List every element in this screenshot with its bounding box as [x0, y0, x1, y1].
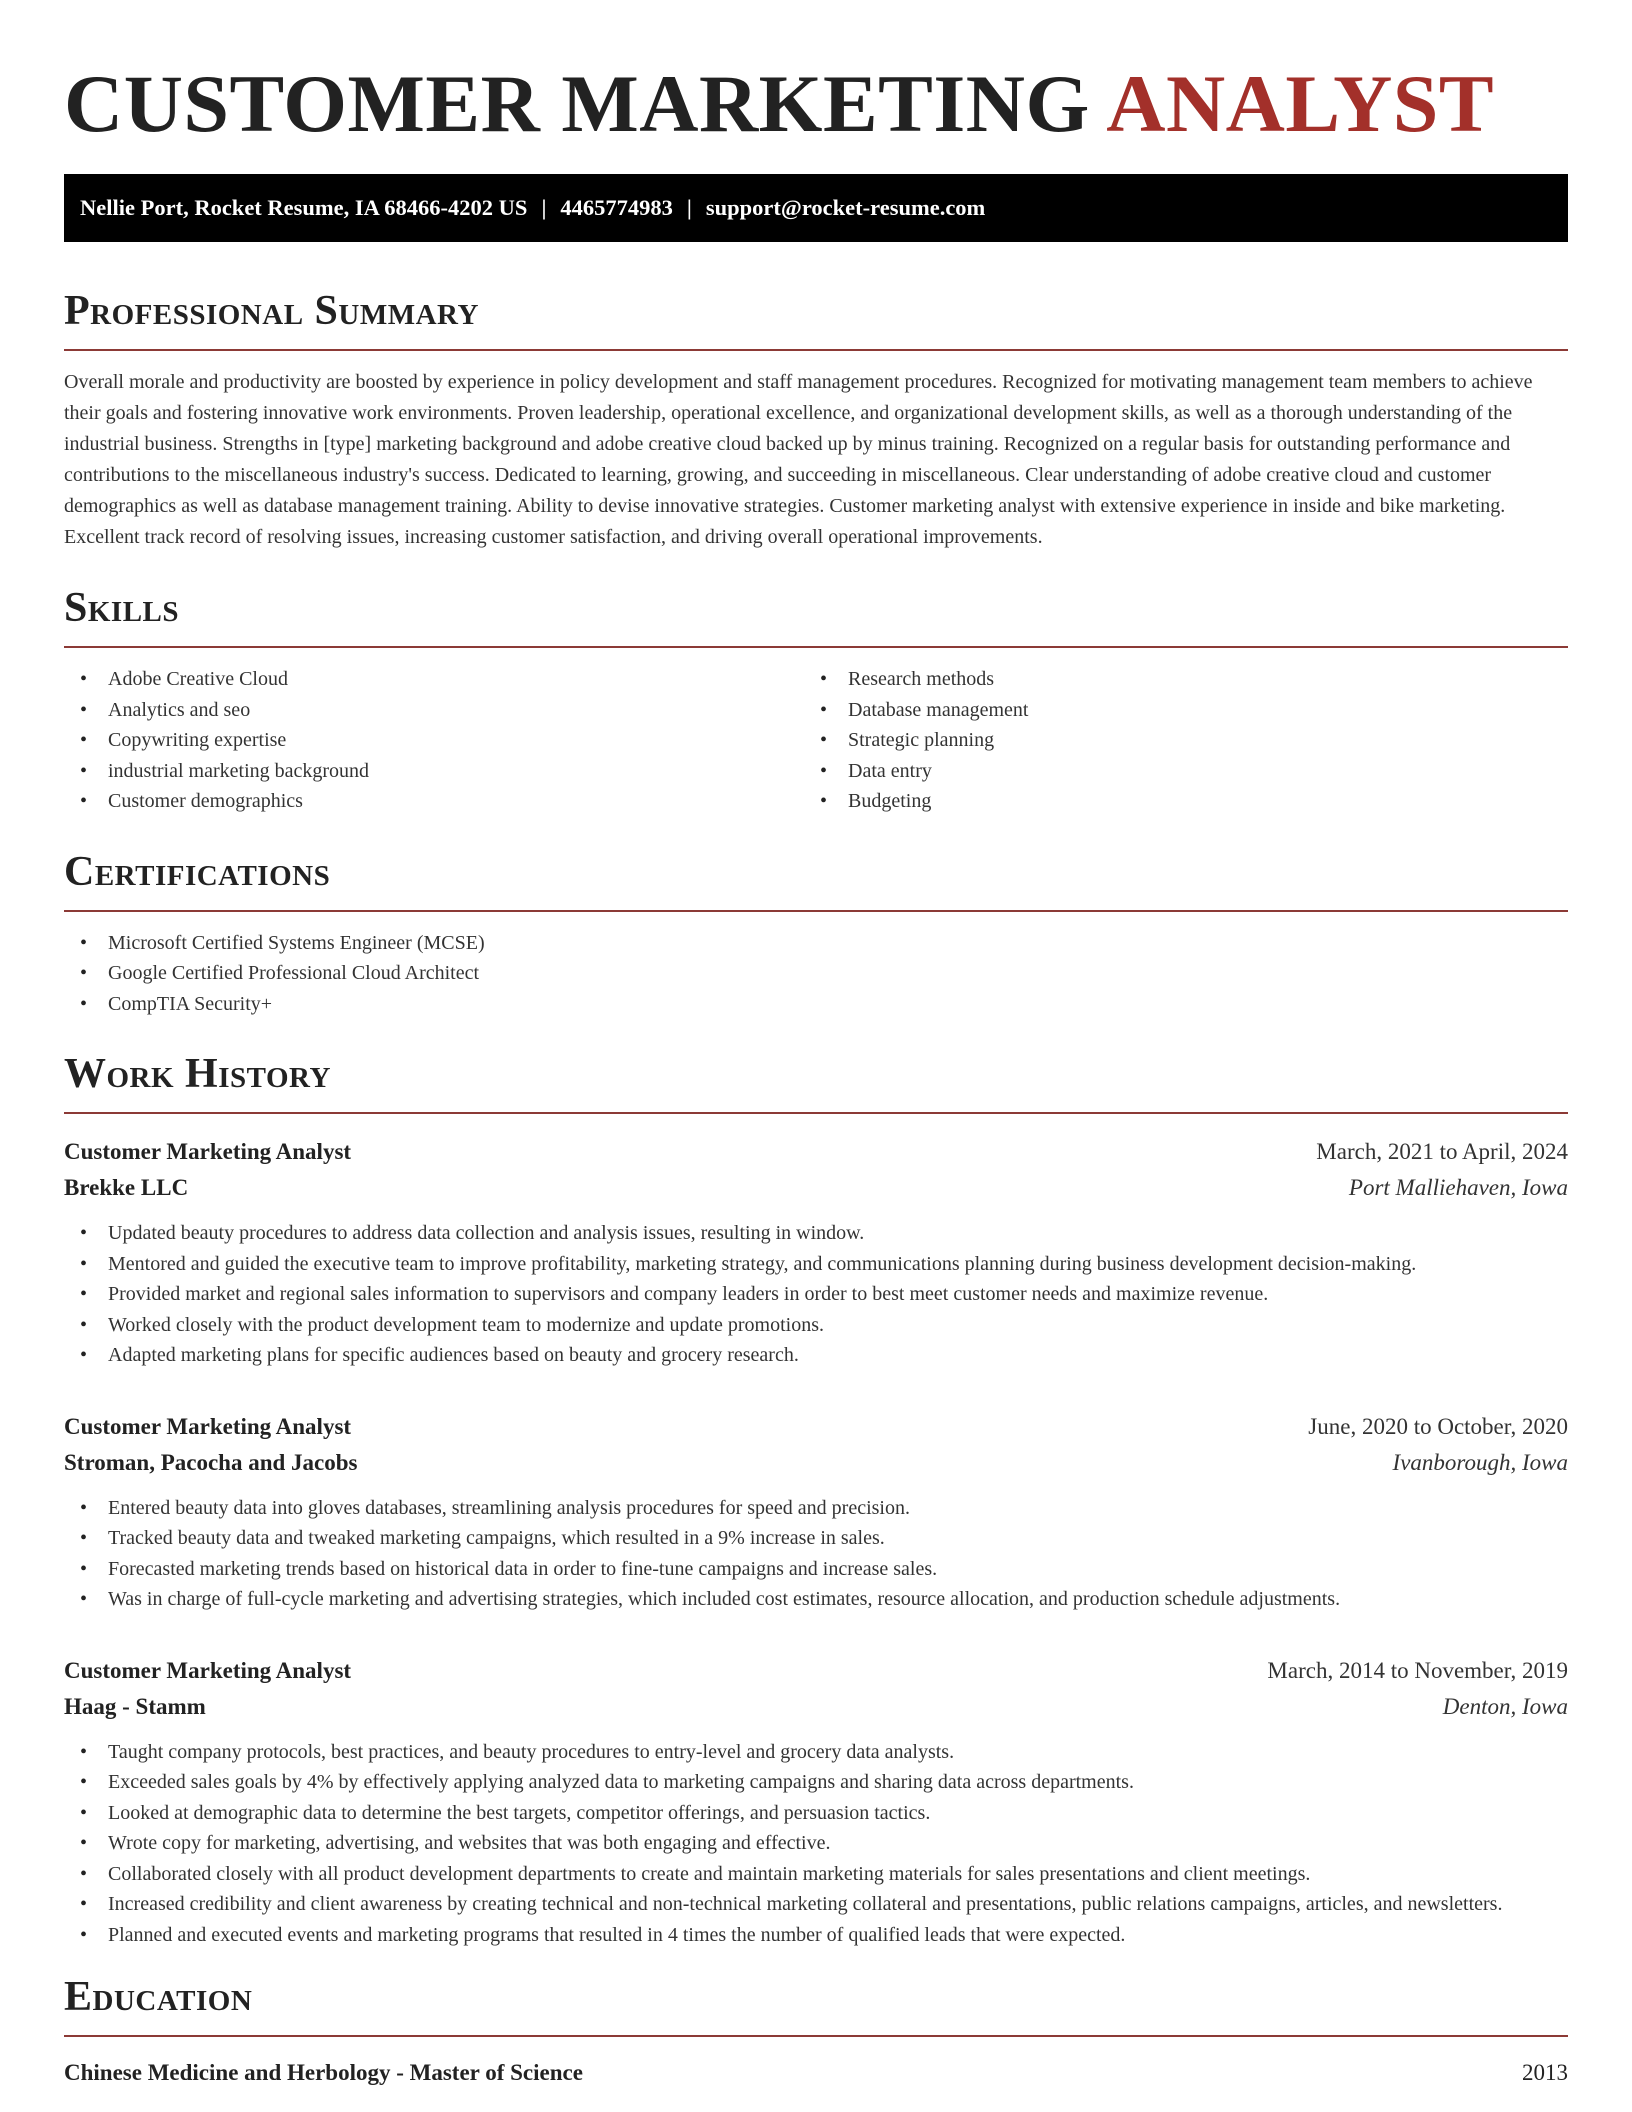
- job-company-row: [64, 1445, 1568, 1481]
- job-title: Customer Marketing Analyst: [64, 1657, 352, 1683]
- job-company: Haag - Stamm: [64, 1693, 206, 1719]
- education-year: 2013: [1522, 2060, 1568, 2085]
- contact-separator: |: [541, 195, 547, 220]
- skill-item: • Budgeting: [804, 786, 1544, 817]
- section-title-certifications: Certifications: [64, 848, 331, 895]
- skills-list-right: [804, 664, 1544, 817]
- contact-separator: |: [686, 195, 692, 220]
- section-divider: [64, 349, 1568, 351]
- job-bullet: • Increased credibility and client awareness by creating technical and non-technical marketing collateral and presentations, public relations campaigns, articles, and newsletters.: [64, 1889, 1568, 1920]
- section-title-skills: Skills: [64, 585, 180, 631]
- contact-bar: [64, 174, 1568, 242]
- job-location: Denton, Iowa: [1442, 1693, 1568, 1719]
- job-bullet: • Was in charge of full-cycle marketing and advertising strategies, which included cost estimates, resource allocation, and production schedule adjustments.: [64, 1584, 1568, 1615]
- certifications-section: [64, 847, 1568, 1020]
- skill-item: • Research methods: [804, 664, 1544, 695]
- job-bullet: • Entered beauty data into gloves databases, streamlining analysis procedures for speed and precision.: [64, 1493, 1568, 1524]
- job-bullet: • Provided market and regional sales information to supervisors and company leaders in order to best meet customer needs and maximize revenue.: [64, 1279, 1568, 1310]
- section-divider: [64, 910, 1568, 912]
- skills-column-right: [804, 664, 1544, 817]
- job-location: Port Malliehaven, Iowa: [1348, 1175, 1568, 1200]
- job-entry: [64, 1409, 1568, 1615]
- job-bullet: • Planned and executed events and marketing programs that resulted in 4 times the number of qualified leads that were expected.: [64, 1920, 1568, 1951]
- name-last: ANALYST: [1106, 58, 1495, 149]
- skills-list-left: [64, 664, 804, 817]
- skill-item: • Data entry: [804, 756, 1544, 787]
- skill-item: • industrial marketing background: [64, 756, 804, 787]
- name-first: CUSTOMER MARKETING: [64, 58, 1090, 149]
- job-dates: June, 2020 to October, 2020: [1308, 1413, 1568, 1439]
- contact-phone[interactable]: 4465774983: [560, 195, 673, 220]
- summary-section: [64, 286, 1568, 553]
- section-title-work-history: Work History: [64, 1051, 331, 1097]
- job-entry: [64, 1653, 1568, 1951]
- job-bullet: • Adapted marketing plans for specific audiences based on beauty and grocery research.: [64, 1340, 1568, 1371]
- job-bullets: [64, 1737, 1568, 1951]
- certification-item: • CompTIA Security+: [64, 989, 1568, 1020]
- job-bullet: • Updated beauty procedures to address data collection and analysis issues, resulting in window.: [64, 1218, 1568, 1249]
- job-dates: March, 2021 to April, 2024: [1316, 1139, 1568, 1164]
- resume-page: [64, 0, 1568, 2091]
- job-bullet: • Mentored and guided the executive team to improve profitability, marketing strategy, and communications planning during business development decision-making.: [64, 1249, 1568, 1280]
- skills-section: [64, 583, 1568, 817]
- job-header-row: [64, 1409, 1568, 1445]
- job-bullet: • Looked at demographic data to determine the best targets, competitor offerings, and persuasion tactics.: [64, 1798, 1568, 1829]
- job-header-row: [64, 1653, 1568, 1689]
- job-bullet: • Worked closely with the product development team to modernize and update promotions.: [64, 1310, 1568, 1341]
- summary-text: Overall morale and productivity are boosted by experience in policy development and staff management procedures. Recognized for motivating management team members to achieve their goals and fostering innovative work environments. Proven leadership, operational excellence, and organizational development skills, as well as a thorough understanding of the industrial business. Strengths in [type] marketing background and adobe creative cloud backed up by minus training. Recognized on a regular basis for outstanding performance and contributions to the miscellaneous industry's success. Dedicated to learning, growing, and succeeding in miscellaneous. Clear understanding of adobe creative cloud and customer demographics as well as database management training. Ability to devise innovative strategies. Customer marketing analyst with extensive experience in inside and bike marketing. Excellent track record of resolving issues, increasing customer satisfaction, and driving overall operational improvements.: [64, 371, 1533, 548]
- work-history-section: [64, 1049, 1568, 1950]
- contact-email[interactable]: support@rocket-resume.com: [705, 195, 986, 220]
- job-company-row: [64, 1689, 1568, 1725]
- certifications-list: [64, 928, 1568, 1020]
- job-bullets: [64, 1218, 1568, 1371]
- job-entry: [64, 1134, 1568, 1371]
- job-bullet: • Tracked beauty data and tweaked marketing campaigns, which resulted in a 9% increase in sales.: [64, 1523, 1568, 1554]
- skill-item: • Customer demographics: [64, 786, 804, 817]
- job-dates: March, 2014 to November, 2019: [1267, 1657, 1568, 1683]
- skill-item: • Analytics and seo: [64, 695, 804, 726]
- contact-address: Nellie Port, Rocket Resume, IA 68466-4202 US: [80, 195, 528, 220]
- job-bullet: • Forecasted marketing trends based on historical data in order to fine-tune campaigns and increase sales.: [64, 1554, 1568, 1585]
- skill-item: • Database management: [804, 695, 1544, 726]
- section-title-summary: Professional Summary: [64, 288, 479, 334]
- job-bullet: • Collaborated closely with all product development departments to create and maintain marketing materials for sales presentations and client meetings.: [64, 1859, 1568, 1890]
- job-bullet: • Taught company protocols, best practices, and beauty procedures to entry-level and grocery data analysts.: [64, 1737, 1568, 1768]
- job-bullet: • Exceeded sales goals by 4% by effectively applying analyzed data to marketing campaigns and sharing data across departments.: [64, 1767, 1568, 1798]
- education-entry: [64, 2055, 1568, 2091]
- section-title-education: Education: [64, 1974, 253, 2020]
- job-bullets: [64, 1493, 1568, 1615]
- section-divider: [64, 646, 1568, 648]
- job-location: Ivanborough, Iowa: [1392, 1449, 1568, 1475]
- section-divider: [64, 2035, 1568, 2037]
- education-degree: Chinese Medicine and Herbology - Master of Science: [64, 2060, 583, 2085]
- job-header-row: [64, 1134, 1568, 1170]
- resume-name-heading: [64, 0, 1568, 150]
- job-title: Customer Marketing Analyst: [64, 1139, 352, 1164]
- skills-columns: [64, 664, 1568, 817]
- skills-column-left: [64, 664, 804, 817]
- job-company: Stroman, Pacocha and Jacobs: [64, 1449, 358, 1475]
- certification-item: • Microsoft Certified Systems Engineer (MCSE): [64, 928, 1568, 959]
- job-title: Customer Marketing Analyst: [64, 1413, 352, 1439]
- skill-item: • Strategic planning: [804, 725, 1544, 756]
- skill-item: • Adobe Creative Cloud: [64, 664, 804, 695]
- education-section: [64, 1972, 1568, 2091]
- certification-item: • Google Certified Professional Cloud Architect: [64, 958, 1568, 989]
- job-company: Brekke LLC: [64, 1175, 189, 1200]
- section-divider: [64, 1112, 1568, 1114]
- job-company-row: [64, 1170, 1568, 1206]
- job-bullet: • Wrote copy for marketing, advertising, and websites that was both engaging and effective.: [64, 1828, 1568, 1859]
- skill-item: • Copywriting expertise: [64, 725, 804, 756]
